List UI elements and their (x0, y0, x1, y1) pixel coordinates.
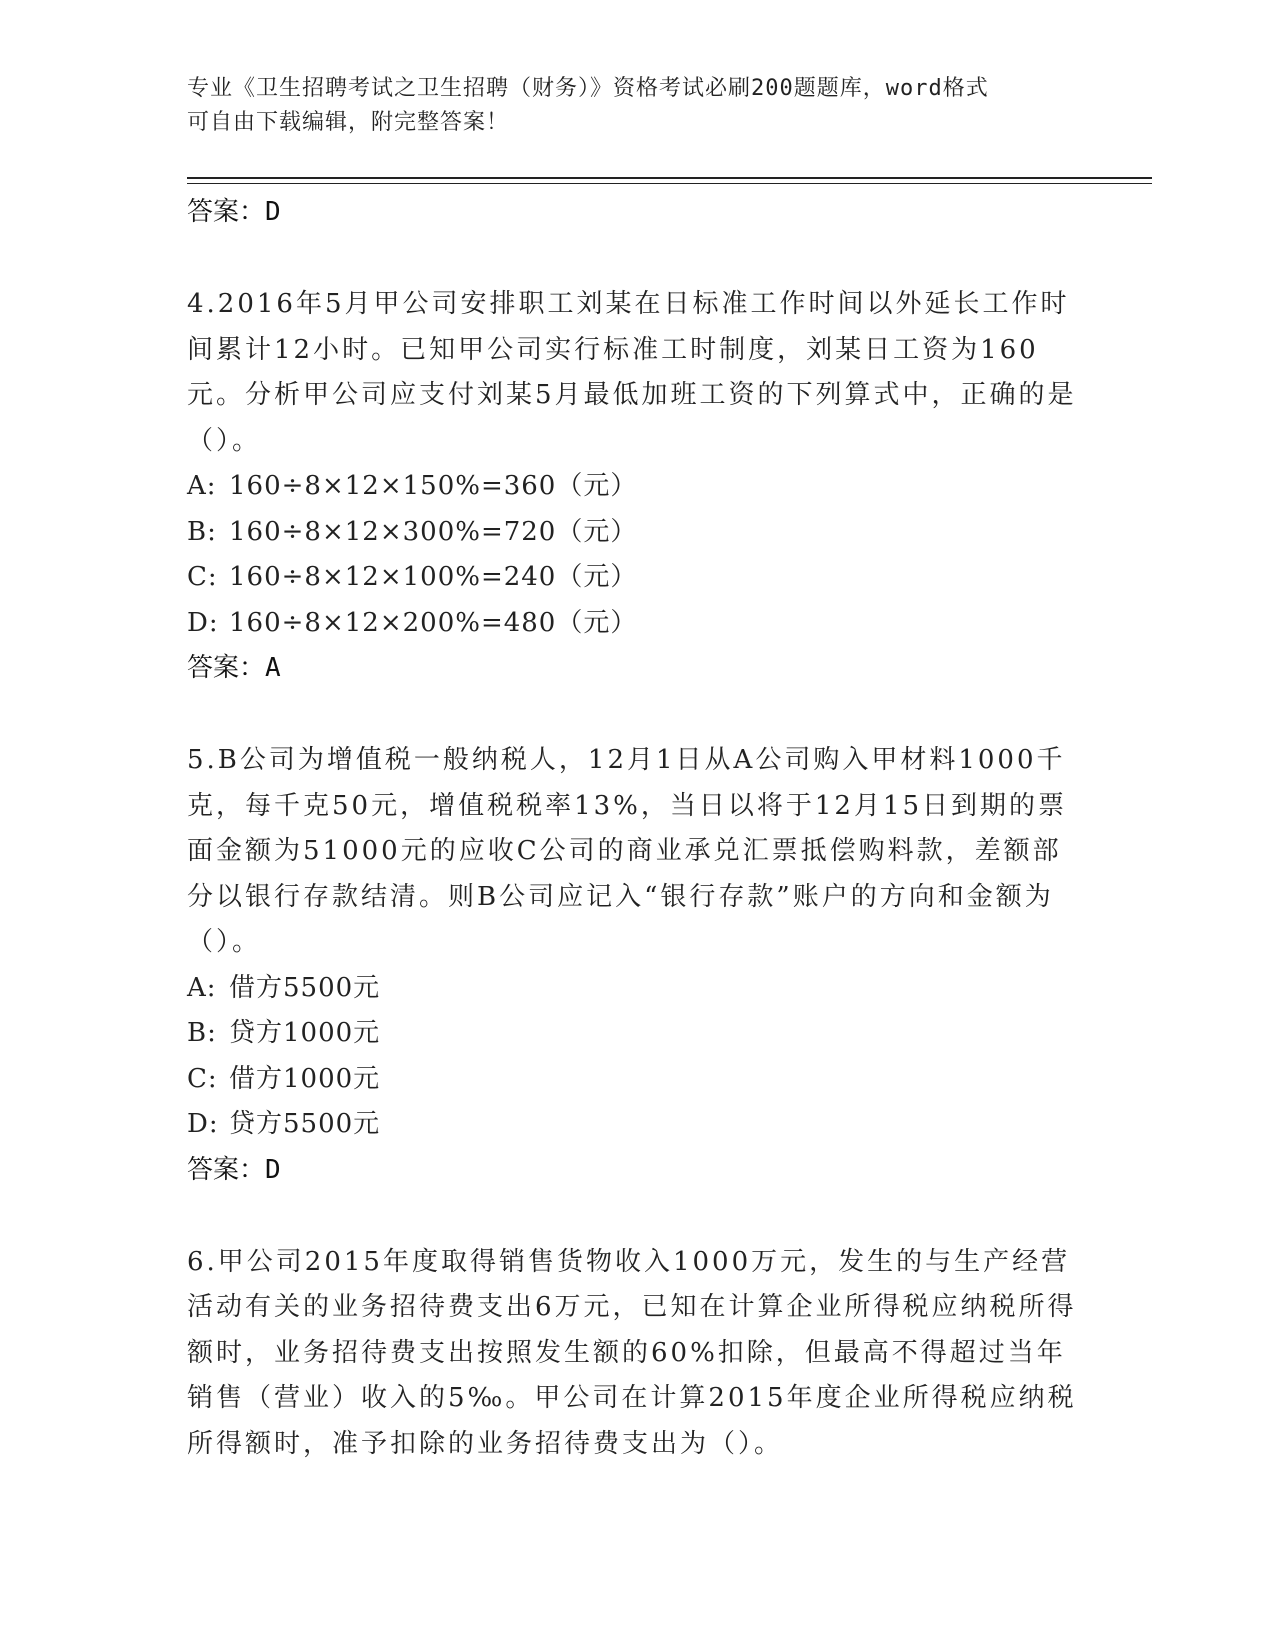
answer-line (187, 1148, 1087, 1192)
option-a (187, 464, 1087, 510)
spacer (187, 690, 1087, 738)
answer-label: 答案： (187, 1154, 266, 1185)
header-rule-thin (187, 183, 1152, 184)
option-a (187, 966, 1087, 1012)
option-letter: B: (187, 1018, 217, 1048)
question-text: 4.2016年5月甲公司安排职工刘某在日标准工作时间以外延长工作时间累计12小时。已知甲公司实行标准工时制度，刘某日工资为160元。分析甲公司应支付刘某5月最低加班工资的下列算式中，正确的是（）。 (187, 289, 1077, 456)
question-text: 6.甲公司2015年度取得销售货物收入1000万元，发生的与生产经营活动有关的业务招待费支出6万元，已知在计算企业所得税应纳税所得额时，业务招待费支出按照发生额的60%扣除，但最高不得超过当年销售（营业）收入的5‰。甲公司在计算2015年度企业所得税应纳税所得额时，准予扣除的业务招待费支出为（）。 (187, 1246, 1077, 1459)
option-letter: A: (187, 972, 217, 1003)
option-d (187, 1102, 1087, 1148)
option-b (187, 510, 1087, 556)
option-letter: B: (187, 516, 217, 547)
header-rule-thick (187, 177, 1152, 179)
answer-value: D (265, 197, 281, 227)
option-d (187, 601, 1087, 647)
answer-value: D (265, 1154, 281, 1185)
document-header (187, 72, 1067, 140)
option-text: 160÷8×12×300%=720（元） (229, 516, 638, 547)
option-letter: D: (187, 1109, 219, 1139)
header-line-2: 可自由下载编辑，附完整答案！ (187, 110, 510, 135)
option-letter: D: (187, 607, 219, 638)
answer-value: A (265, 653, 281, 683)
option-letter: C: (187, 562, 218, 592)
answer-label: 答案： (187, 197, 266, 227)
option-text: 160÷8×12×200%=480（元） (229, 607, 638, 638)
question-content (187, 190, 1087, 1467)
option-text: 贷方5500元 (229, 1109, 381, 1139)
header-line-1: 专业《卫生招聘考试之卫生招聘（财务）》资格考试必刷200题题库，word格式 (187, 76, 989, 101)
question-4 (187, 282, 1087, 690)
option-b (187, 1011, 1087, 1057)
question-6 (187, 1240, 1087, 1468)
option-text: 借方1000元 (229, 1063, 381, 1094)
option-letter: C: (187, 1063, 218, 1094)
spacer (187, 234, 1087, 282)
option-c (187, 1057, 1087, 1103)
option-text: 贷方1000元 (229, 1018, 381, 1048)
answer-line (187, 190, 1087, 234)
option-text: 160÷8×12×150%=360（元） (229, 471, 638, 501)
option-text: 160÷8×12×100%=240（元） (229, 562, 638, 592)
question-5 (187, 738, 1087, 1192)
answer-label: 答案： (187, 653, 266, 683)
question-text: 5.B公司为增值税一般纳税人，12月1日从A公司购入甲材料1000千克，每千克50元，增值税税率13%，当日以将于12月15日到期的票面金额为51000元的应收C公司的商业承兑汇票抵偿购料款，差额部分以银行存款结清。则B公司应记入“银行存款”账户的方向和金额为（）。 (187, 745, 1068, 957)
option-text: 借方5500元 (229, 972, 381, 1003)
option-c (187, 555, 1087, 601)
spacer (187, 1192, 1087, 1240)
answer-line (187, 646, 1087, 690)
option-letter: A: (187, 471, 217, 501)
